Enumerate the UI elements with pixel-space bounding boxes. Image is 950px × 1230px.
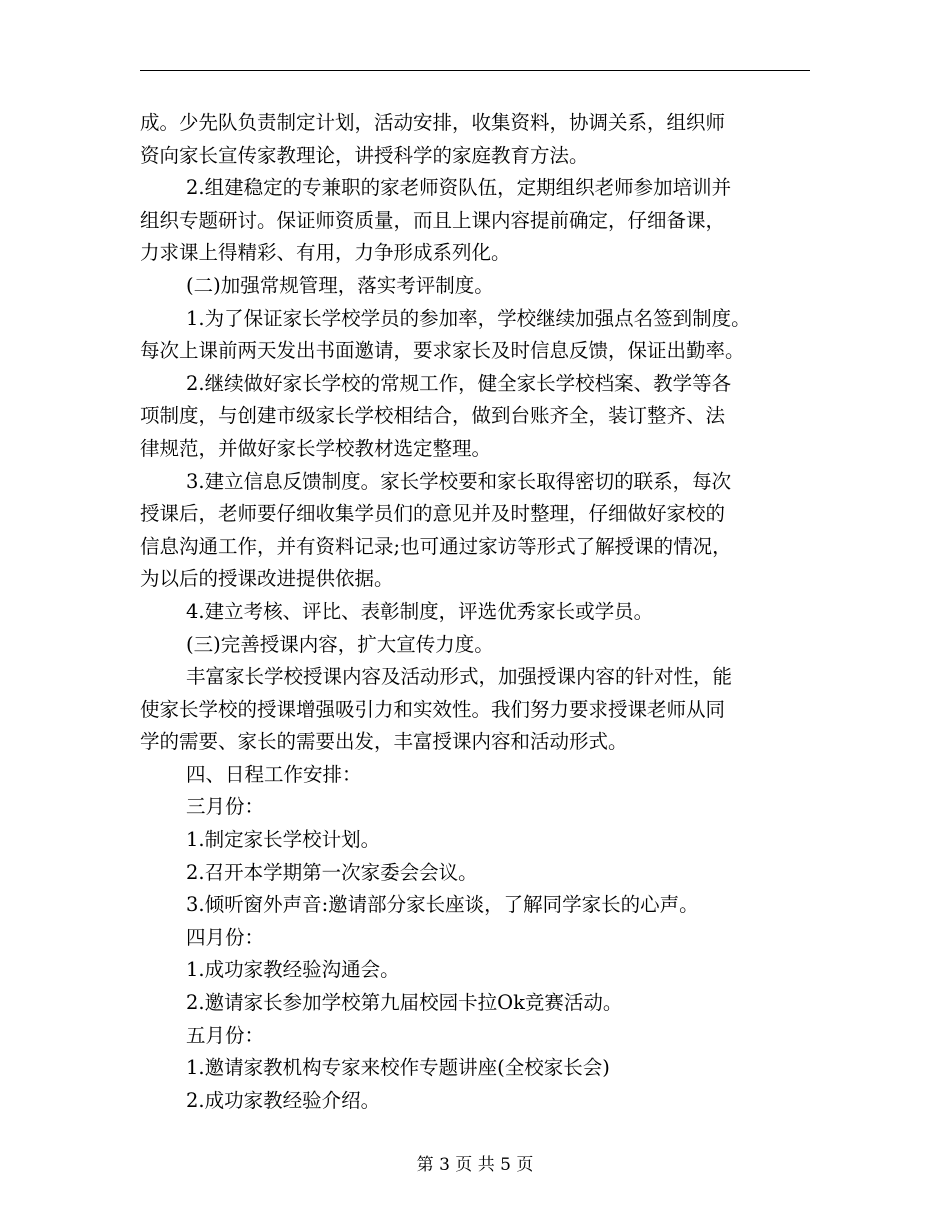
text-line: 为以后的授课改进提供依据。: [140, 567, 394, 591]
month-heading: 五月份：: [186, 1023, 265, 1047]
text-line: 每次上课前两天发出书面邀请，要求家长及时信息反馈，保证出勤率。: [140, 339, 745, 363]
text-line: 授课后，老师要仔细收集学员们的意见并及时整理，仔细做好家校的: [140, 502, 726, 526]
text-line: 1.为了保证家长学校学员的参加率，学校继续加强点名签到制度。: [186, 306, 751, 330]
text-line: 律规范，并做好家长学校教材选定整理。: [140, 436, 492, 460]
section-heading: (二)加强常规管理，落实考评制度。: [186, 273, 494, 297]
section-heading: 四、日程工作安排：: [186, 762, 362, 786]
month-heading: 三月份：: [186, 795, 265, 819]
text-line: 信息沟通工作，并有资料记录;也可通过家访等形式了解授课的情况，: [140, 534, 732, 558]
list-item: 1.邀请家教机构专家来校作专题讲座(全校家长会): [186, 1056, 610, 1080]
text-line: 学的需要、家长的需要出发，丰富授课内容和活动形式。: [140, 730, 628, 754]
section-heading: (三)完善授课内容，扩大宣传力度。: [186, 632, 494, 656]
text-line: 力求课上得精彩、有用，力争形成系列化。: [140, 241, 511, 265]
text-line: 成。少先队负责制定计划，活动安排，收集资料，协调关系，组织师: [140, 111, 726, 134]
month-heading: 四月份：: [186, 925, 265, 949]
header-rule: [140, 70, 810, 71]
text-line: 2.组建稳定的专兼职的家老师资队伍，定期组织老师参加培训并: [186, 176, 732, 200]
document-body: [140, 107, 815, 1117]
list-item: 1.成功家教经验沟通会。: [186, 958, 400, 982]
list-item: 2.邀请家长参加学校第九届校园卡拉Ok竞赛活动。: [186, 991, 623, 1015]
list-item: 1.制定家长学校计划。: [186, 828, 381, 852]
text-line: 3.建立信息反馈制度。家长学校要和家长取得密切的联系，每次: [186, 469, 732, 493]
list-item: 2.召开本学期第一次家委会会议。: [186, 860, 478, 884]
text-line: 组织专题研讨。保证师资质量，而且上课内容提前确定，仔细备课，: [140, 208, 726, 232]
text-line: 资向家长宣传家教理论，讲授科学的家庭教育方法。: [140, 143, 589, 167]
list-item: 3.倾听窗外声音:邀请部分家长座谈，了解同学家长的心声。: [186, 893, 699, 917]
text-line: 丰富家长学校授课内容及活动形式，加强授课内容的针对性，能: [186, 665, 733, 689]
text-line: 项制度，与创建市级家长学校相结合，做到台账齐全，装订整齐、法: [140, 404, 726, 428]
list-item: 2.成功家教经验介绍。: [186, 1088, 381, 1112]
text-line: 2.继续做好家长学校的常规工作，健全家长学校档案、教学等各: [186, 371, 732, 395]
text-line: 使家长学校的授课增强吸引力和实效性。我们努力要求授课老师从同: [140, 697, 726, 721]
text-line: 4.建立考核、评比、表彰制度，评选优秀家长或学员。: [186, 599, 654, 623]
page-number: 第 3 页 共 5 页: [416, 1155, 534, 1175]
